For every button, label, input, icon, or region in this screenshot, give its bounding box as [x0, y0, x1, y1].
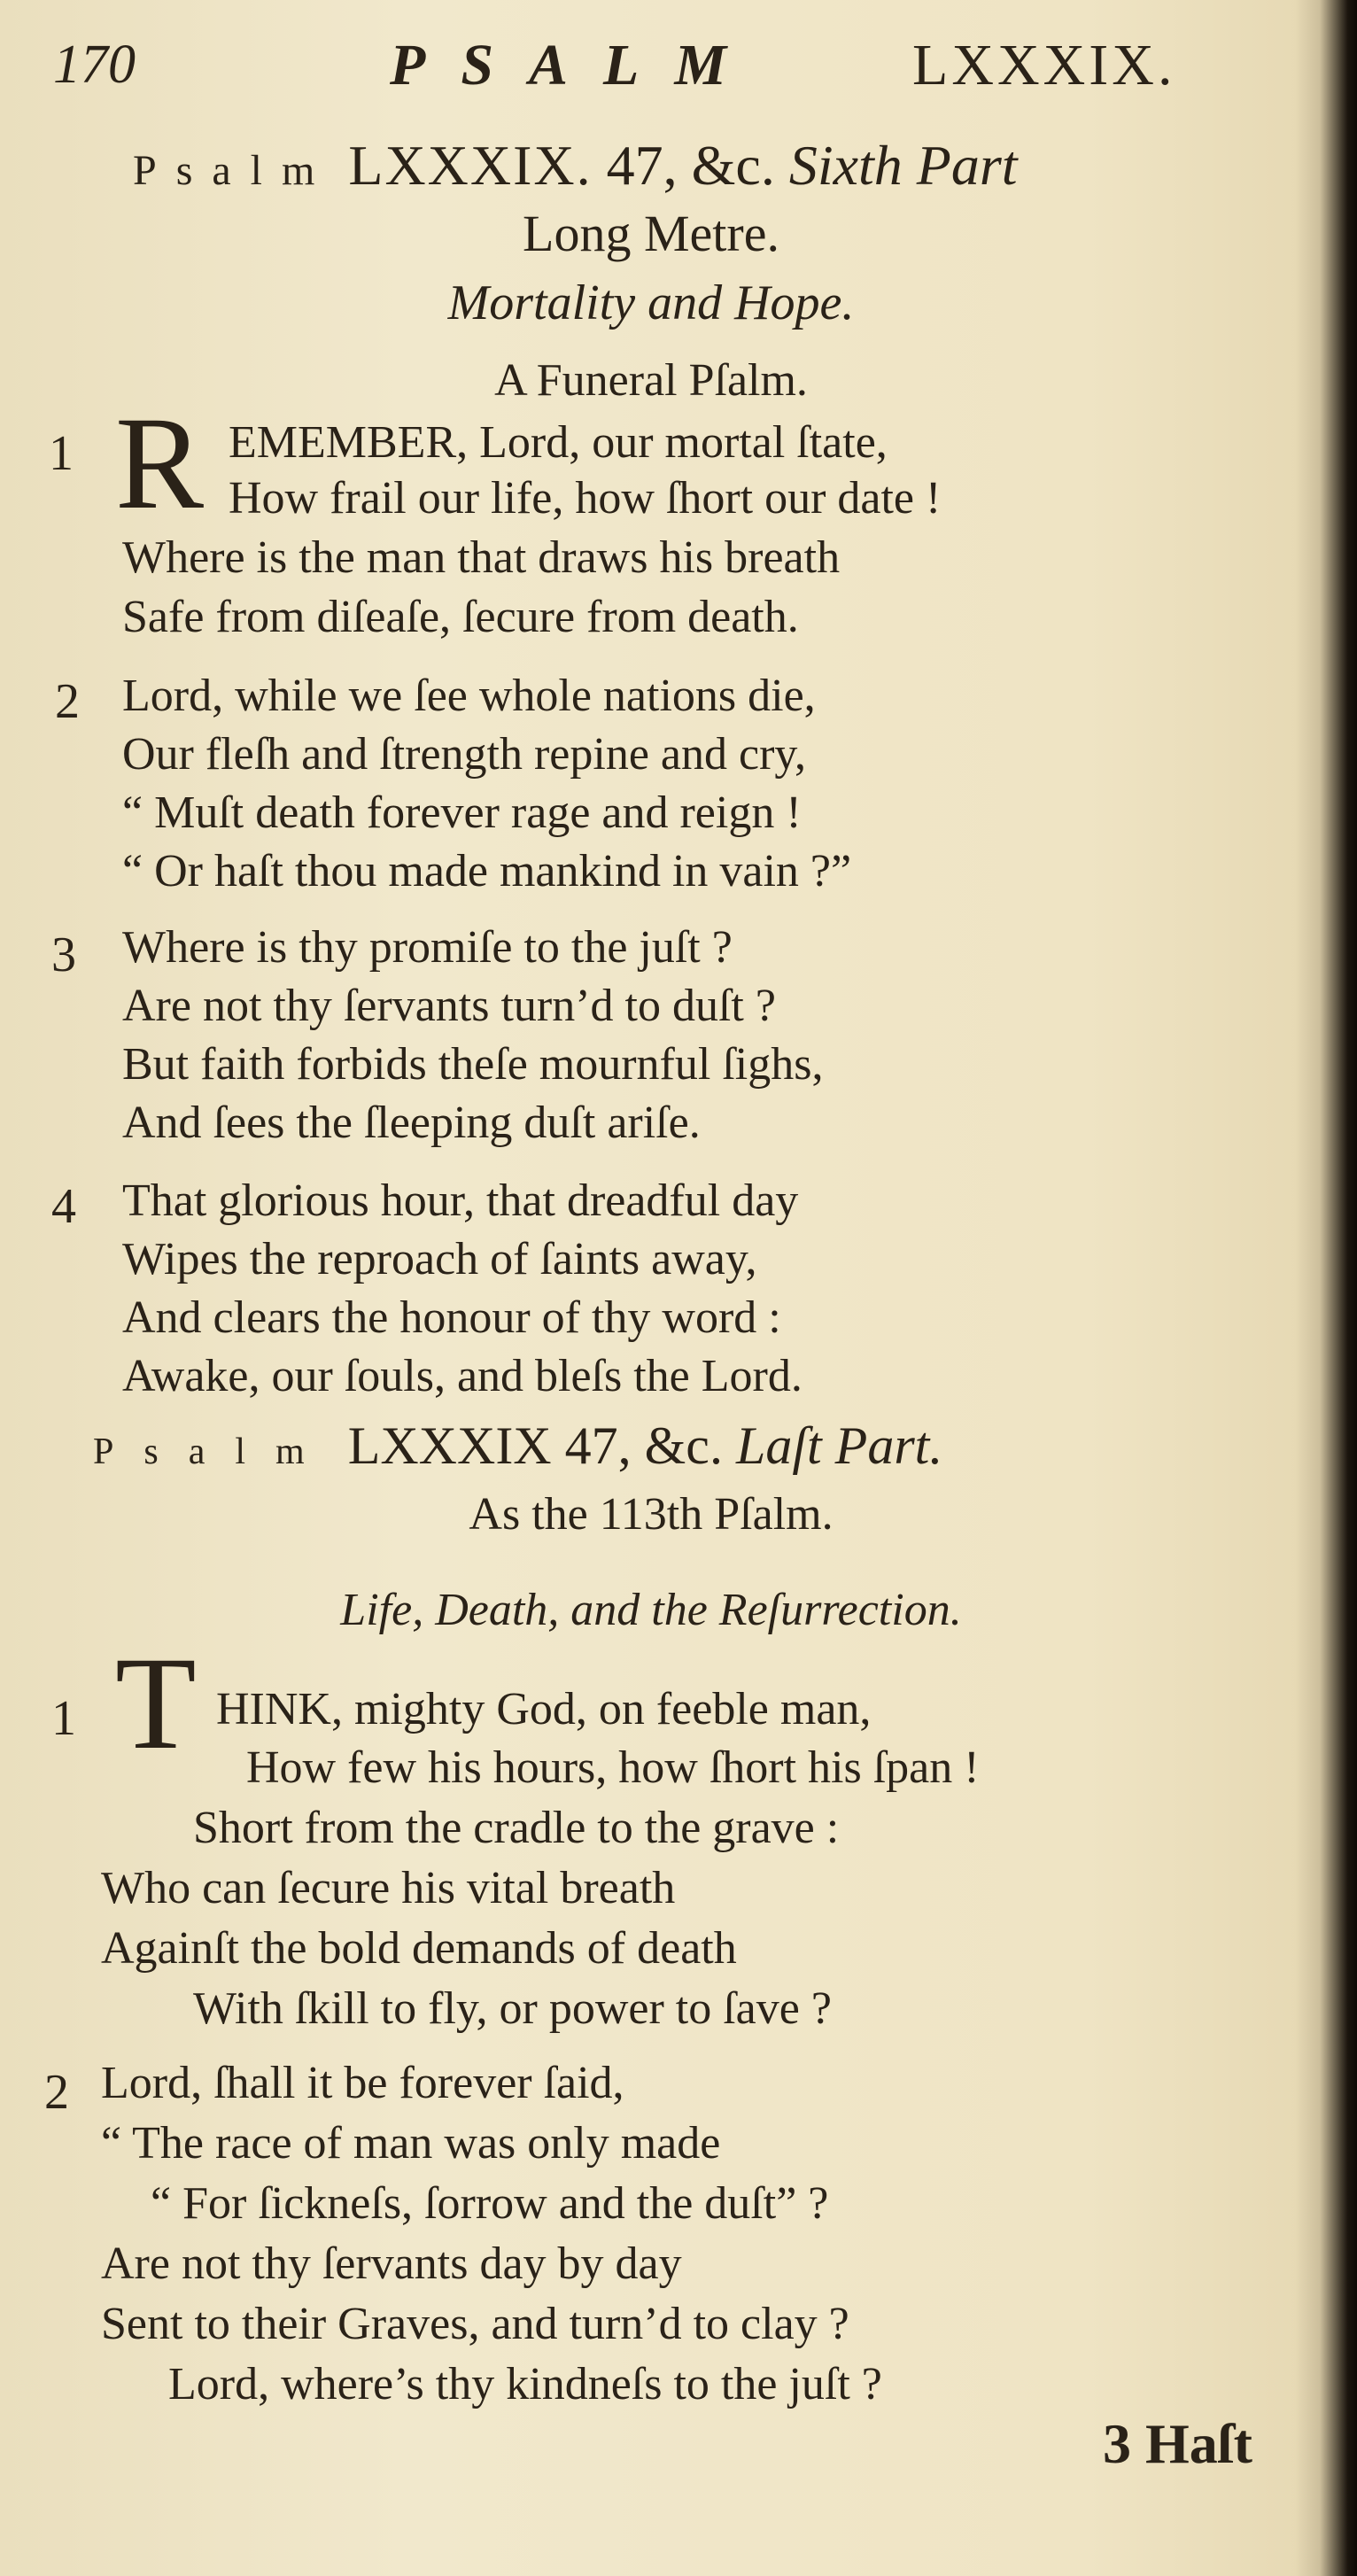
running-title: PSALM: [390, 33, 763, 97]
verse-line: How few his hours, how ſhort his ſpan !: [246, 1742, 980, 1793]
part1-heading-number: LXXXIX.: [348, 134, 593, 197]
verse-line: Short from the cradle to the grave :: [193, 1803, 840, 1853]
part2-stanza2-number: 2: [44, 2065, 69, 2120]
part1-stanza2-number: 2: [55, 674, 80, 729]
verse-line: Are not thy ſervants day by day: [101, 2238, 682, 2289]
part1-stanza4-number: 4: [51, 1179, 76, 1234]
verse-line: “ Or haſt thou made mankind in vain ?”: [122, 846, 852, 896]
part1-heading-word: Psalm: [133, 147, 335, 194]
verse-line: That glorious hour, that dreadful day: [122, 1175, 799, 1226]
catchword: 3 Haſt: [1103, 2412, 1252, 2475]
verse-line: Lord, ſhall it be forever ſaid,: [101, 2058, 624, 2108]
verse-line: Wipes the reproach of ſaints away,: [122, 1234, 757, 1284]
part1-meter: Long Metre.: [523, 205, 779, 262]
part2-heading-word: Psalm: [93, 1432, 335, 1472]
verse-line: Lord, where’s thy kindneſs to the juſt ?: [168, 2359, 882, 2409]
verse-line: Who can ſecure his vital breath: [101, 1863, 676, 1913]
part1-subject: Mortality and Hope.: [447, 275, 855, 330]
verse-line: How frail our life, how ſhort our date !: [229, 473, 942, 524]
part2-meter: As the 113th Pſalm.: [469, 1489, 834, 1540]
verse-line: Are not thy ſervants turn’d to duſt ?: [122, 981, 776, 1031]
verse-line: “ The race of man was only made: [101, 2118, 721, 2169]
verse-line: Againſt the bold demands of death: [101, 1923, 737, 1974]
part2-subject: Life, Death, and the Reſurrection.: [340, 1585, 962, 1635]
running-number: LXXXIX.: [912, 33, 1176, 97]
part2-heading-verses: 47, &c.: [564, 1416, 723, 1475]
part2-stanza1-number: 1: [51, 1691, 76, 1746]
part1-heading: [133, 133, 1018, 198]
verse-line: Where is the man that draws his breath: [122, 532, 841, 583]
part1-heading-verses: 47, &c.: [606, 134, 775, 197]
verse-line: Safe from diſeaſe, ſecure from death.: [122, 592, 799, 642]
verse-line: Lord, while we ſee whole nations die,: [122, 671, 816, 721]
verse-line: But faith forbids theſe mournful ſighs,: [122, 1039, 824, 1090]
part1-stanza1-number: 1: [49, 426, 74, 481]
verse-line: EMEMBER, Lord, our mortal ſtate,: [229, 417, 888, 468]
verse-line: “ For ſickneſs, ſorrow and the duſt” ?: [151, 2178, 829, 2229]
verse-line: And ſees the ſleeping duſt ariſe.: [122, 1098, 701, 1148]
part2-heading-number: LXXXIX: [347, 1416, 552, 1475]
part2-heading: [93, 1416, 942, 1477]
part1-stanza3-number: 3: [51, 927, 76, 982]
part1-heading-part: Sixth Part: [788, 134, 1018, 197]
part1-description: A Funeral Pſalm.: [494, 355, 808, 406]
verse-line: Awake, our ſouls, and bleſs the Lord.: [122, 1351, 803, 1401]
verse-line: Where is thy promiſe to the juſt ?: [122, 922, 733, 973]
page-number: 170: [53, 35, 136, 95]
part2-drop-cap: T: [115, 1630, 197, 1777]
verse-line: Sent to their Graves, and turn’d to clay ?: [101, 2299, 849, 2349]
verse-line: With ſkill to fly, or power to ſave ?: [193, 1983, 832, 2034]
verse-line: HINK, mighty God, on feeble man,: [216, 1684, 872, 1734]
part1-drop-cap: R: [115, 390, 205, 537]
verse-line: “ Muſt death forever rage and reign !: [122, 788, 802, 838]
verse-line: Our fleſh and ſtrength repine and cry,: [122, 729, 807, 780]
part2-heading-part: Laſt Part.: [735, 1416, 943, 1475]
page-gutter-shadow: [1295, 0, 1357, 2576]
verse-line: And clears the honour of thy word :: [122, 1292, 781, 1343]
